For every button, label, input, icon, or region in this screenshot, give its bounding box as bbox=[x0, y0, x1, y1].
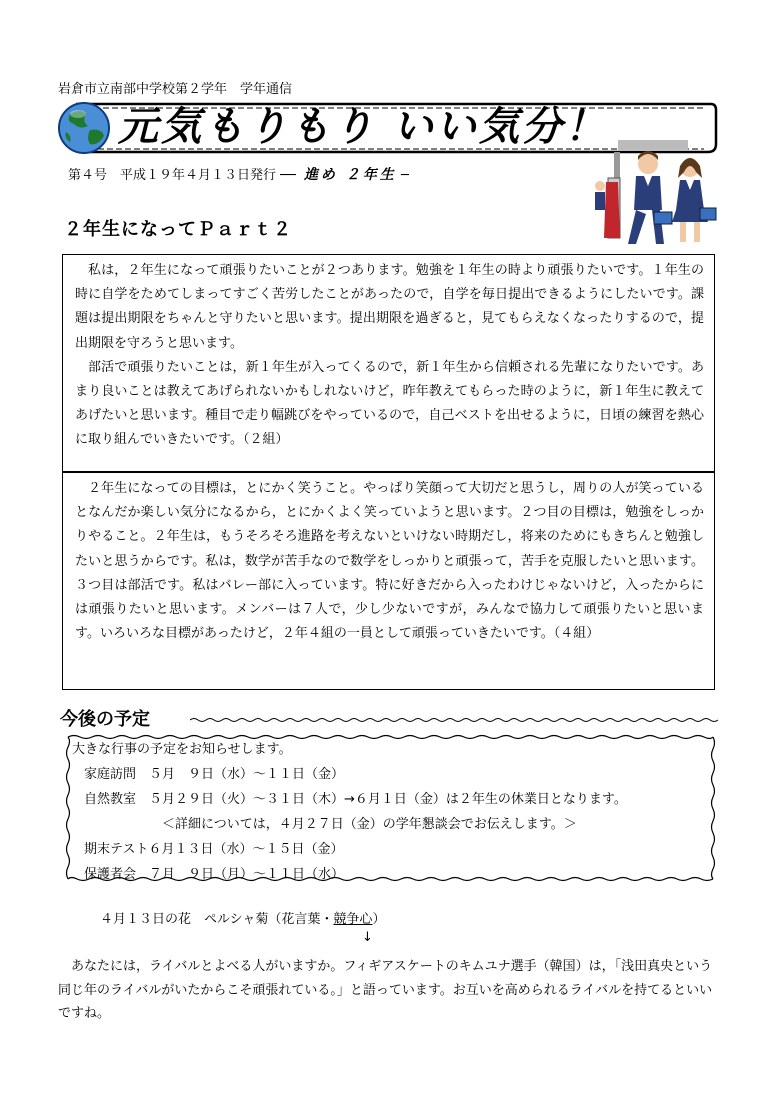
schedule-row: 自然教室 ５月２９日（火）～３１日（木）→６月１日（金）は２年生の休業日となります。 bbox=[84, 792, 627, 807]
globe-icon bbox=[59, 103, 109, 153]
essay-1-paragraph-2: 部活で頑張りたいことは，新１年生が入ってくるので，新１年生から信頼される先輩になりたいです。あまり良いことは教えてあげられないかもしれないけど，昨年教えてもらった時のように，新１年生に教えてあげたいと思います。種目で走り幅跳びをやっているので，自己ベストを出せるように，日頃の練習を熱心に取り組んでいきたいです。（２組） bbox=[75, 359, 704, 448]
essay-box-2 bbox=[62, 472, 715, 690]
closing-paragraph: あなたには，ライバルとよべる人がいますか。フィギアスケートのキムユナ選手（韓国）は，「浅田真央という同じ年のライバルがいたからこそ頑張れている。」と語っています。お互いを高められるライバルを持てるといいですね。 bbox=[58, 959, 713, 1021]
essay-2-paragraph: ２年生になっての目標は，とにかく笑うこと。やっぱり笑顔って大切だと思うし，周りの人が笑っているとなんだか楽しい気分になるから，とにかくよく笑っていようと思います。２つ目の目標は，勉強をしっかりやること。２年生は，もうそろそろ進路を考えないといけない時期だし，将来のためにもきちんと勉強したいと思うからです。私は，数学が苦手なので数学をしっかりと頑張って，苦手を克服したいと思います。３つ目は部活です。私はバレー部に入っています。特に好きだから入ったわけじゃないけど，入ったからには頑張りたいと思います。メンバーは７人で，少し少ないですが，みんなで協力して頑張りたいと思います。いろいろな目標があったけど，２年４組の一員として頑張っていきたいです。（４組） bbox=[75, 481, 704, 642]
down-arrow-icon: ↓ bbox=[362, 930, 373, 945]
schedule-intro: 大きな行事の予定をお知らせします。 bbox=[72, 742, 292, 757]
slogan-dash: ─ bbox=[400, 168, 409, 183]
heading-rule bbox=[190, 717, 720, 723]
schedule-row: ＜詳細については，４月２７日（金）の学年懇談会でお伝えします。＞ bbox=[84, 817, 577, 832]
flower-keyword: 競争心 bbox=[333, 912, 373, 927]
school-name: 岩倉市立南部中学校第２学年 学年通信 bbox=[58, 82, 293, 97]
slogan: 進め ２年生 bbox=[303, 167, 397, 183]
students-illustration bbox=[588, 138, 720, 250]
essay-box-1 bbox=[62, 254, 715, 472]
schedule-heading: 今後の予定 bbox=[60, 709, 150, 730]
section-heading: ２年生になってＰａｒｔ２ bbox=[64, 219, 292, 240]
schedule-row: 期末テスト６月１３日（水）～１５日（金） bbox=[84, 842, 344, 857]
schedule-row: 保護者会 ７月 ９日（月）～１１日（水） bbox=[84, 867, 345, 882]
issue-line bbox=[68, 164, 409, 184]
essay-1-paragraph-1: 私は，２年生になって頑張りたいことが２つあります。勉強を１年生の時より頑張りたいです。１年生の時に自学をためてしまってすごく苦労したことがあったので，自学を毎日提出できるようにしたいです。課題は提出期限をちゃんと守りたいと思います。提出期限を過ぎると，見てもらえなくなったりするので，提出期限を守ろうと思います。 bbox=[75, 263, 704, 351]
flower-of-the-day bbox=[100, 908, 385, 927]
issue-info: 第４号 平成１９年４月１３日発行 ── bbox=[68, 168, 296, 183]
flower-close: ） bbox=[372, 912, 386, 927]
schedule-row: 家庭訪問 ５月 ９日（水）～１１日（金） bbox=[84, 767, 345, 782]
flower-text: ４月１３日の花 ペルシャ菊（花言葉・ bbox=[100, 912, 334, 927]
newsletter-title: 元気もりもり いい気分！ bbox=[118, 104, 608, 150]
schedule-list bbox=[72, 737, 627, 887]
closing-message bbox=[58, 955, 720, 1026]
